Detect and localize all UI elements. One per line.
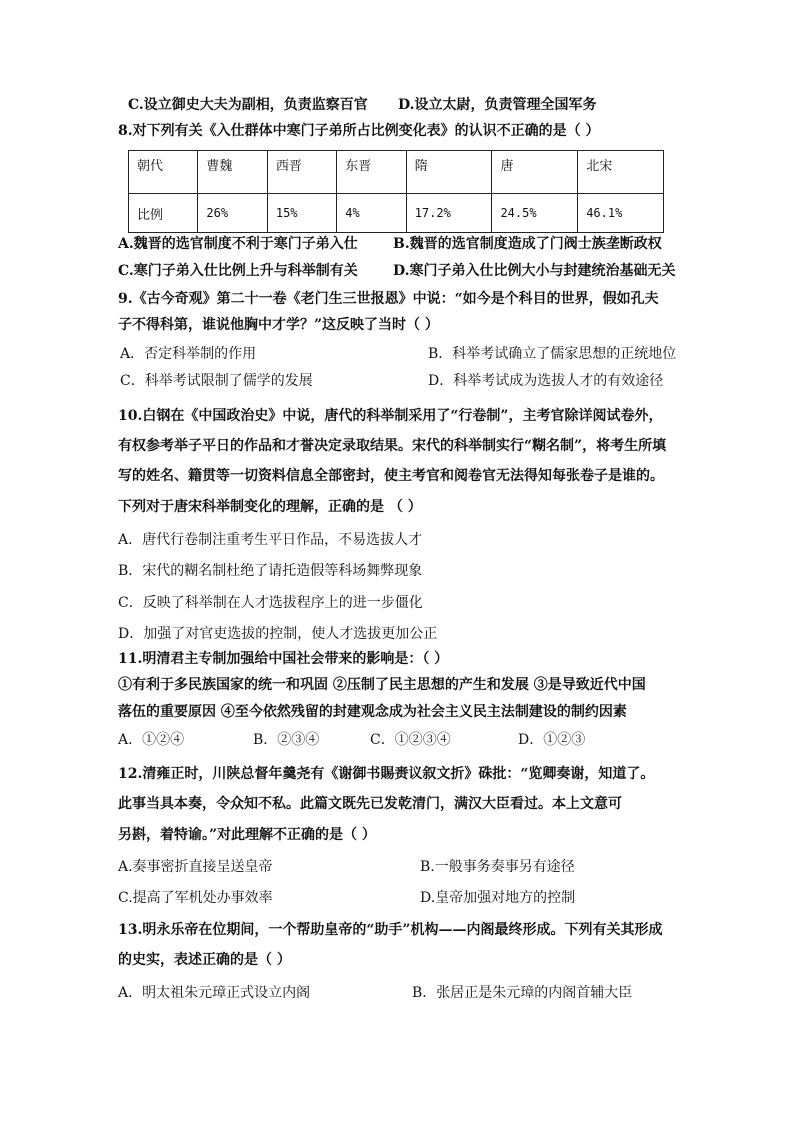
q7-option-d: D.设立太尉，负责管理全国军务 bbox=[398, 97, 597, 113]
q12-stem-line3: 另斟，着特谕。”对此理解不正确的是（ ） bbox=[118, 827, 376, 843]
table-header-cell: 东晋 bbox=[337, 151, 406, 194]
table-cell: 46.1% bbox=[578, 194, 664, 233]
table-cell: 26% bbox=[198, 194, 267, 233]
q9-option-a: A．否定科举制的作用 bbox=[120, 346, 257, 362]
q8-option-d: D.寒门子弟入仕比例大小与封建统治基础无关 bbox=[393, 263, 676, 279]
q11-statements-line1: ①有利于多民族国家的统一和巩固 ②压制了民主思想的产生和发展 ③是导致近代中国 bbox=[118, 677, 646, 693]
q10-stem-line3: 写的姓名、籍贯等一切资料信息全部密封，使主考官和阅卷官无法得知每张卷子是谁的。 bbox=[118, 468, 664, 484]
q11-option-a: A．①②④ bbox=[118, 732, 185, 748]
table-header-cell: 西晋 bbox=[267, 151, 336, 194]
q12-stem-line2: 此事当具本奏，令众知不私。此篇文既先已发乾清门，满汉大臣看过。本上文意可 bbox=[118, 796, 622, 812]
table-cell: 24.5% bbox=[492, 194, 578, 233]
q13-option-b: B．张居正是朱元璋的内阁首辅大臣 bbox=[412, 985, 633, 1001]
q9-stem-line2: 子不得科第，谁说他胸中才学？”这反映了当时（ ） bbox=[118, 317, 439, 333]
table-header-cell: 朝代 bbox=[129, 151, 198, 194]
q8-option-b: B.魏晋的选官制度造成了门阀士族垄断政权 bbox=[393, 236, 662, 252]
table-header-cell: 北宋 bbox=[578, 151, 664, 194]
q10-option-b: B．宋代的糊名制杜绝了请托造假等科场舞弊现象 bbox=[118, 563, 423, 579]
table-cell: 17.2% bbox=[406, 194, 492, 233]
q9-option-d: D．科举考试成为选拔人才的有效途径 bbox=[428, 373, 664, 389]
q12-stem-line1: 12.清雍正时，川陕总督年羹尧有《谢御书賜赉议叙文折》硃批：“览卿奏谢，知道了。 bbox=[118, 766, 655, 782]
q11-option-b: B．②③④ bbox=[253, 732, 320, 748]
table-header-cell: 曹魏 bbox=[198, 151, 267, 194]
q13-stem-line1: 13.明永乐帝在位期间，一个帮助皇帝的“助手”机构——内阁最终形成。下列有关其形成 bbox=[118, 922, 663, 938]
q13-stem-line2: 的史实，表述正确的是（ ） bbox=[118, 952, 291, 968]
q12-option-b: B.一般事务奏事另有途径 bbox=[420, 859, 575, 875]
q11-statements-line2: 落伍的重要原因 ④至今依然残留的封建观念成为社会主义民主法制建设的制约因素 bbox=[118, 704, 627, 720]
q12-option-a: A.奏事密折直接呈送皇帝 bbox=[118, 859, 273, 875]
q8-table bbox=[128, 150, 664, 233]
q10-option-d: D．加强了对官吏选拔的控制，使人才选拔更加公正 bbox=[118, 626, 438, 642]
table-cell: 4% bbox=[337, 194, 406, 233]
table-row-label: 比例 bbox=[129, 194, 198, 233]
table-header-row bbox=[129, 151, 664, 194]
table-row bbox=[129, 194, 664, 233]
q8-option-a: A.魏晋的选官制度不利于寒门子弟入仕 bbox=[118, 236, 358, 252]
q10-stem-line4: 下列对于唐宋科举制变化的理解，正确的是 （ ） bbox=[118, 499, 422, 515]
table-cell: 15% bbox=[267, 194, 336, 233]
q7-option-c: C.设立御史大夫为副相，负责监察百官 bbox=[128, 97, 368, 113]
q11-option-d: D．①②③ bbox=[518, 732, 586, 748]
q10-stem-line1: 10.白钢在《中国政治史》中说，唐代的科举制采用了“行卷制”，主考官除详阅试卷外， bbox=[118, 408, 663, 424]
q10-option-a: A．唐代行卷制注重考生平日作品，不易选拔人才 bbox=[118, 532, 423, 548]
q8-stem: 8.对下列有关《入仕群体中寒门子弟所占比例变化表》的认识不正确的是（ ） bbox=[118, 123, 600, 139]
q9-option-c: C．科举考试限制了儒学的发展 bbox=[120, 373, 313, 389]
q13-option-a: A．明太祖朱元璋正式设立内阁 bbox=[118, 985, 311, 1001]
q11-stem: 11.明清君主专制加强给中国社会带来的影响是：（ ） bbox=[118, 651, 449, 667]
q10-stem-line2: 有权参考举子平日的作品和才誉决定录取结果。宋代的科举制实行“糊名制”，将考生所填 bbox=[118, 438, 667, 454]
q12-option-c: C.提高了军机处办事效率 bbox=[118, 890, 273, 906]
q9-option-b: B．科举考试确立了儒家思想的正统地位 bbox=[428, 346, 677, 362]
q8-option-c: C.寒门子弟入仕比例上升与科举制有关 bbox=[118, 263, 358, 279]
q11-option-c: C．①②③④ bbox=[370, 732, 451, 748]
q12-option-d: D.皇帝加强对地方的控制 bbox=[420, 890, 576, 906]
table-header-cell: 隋 bbox=[406, 151, 492, 194]
q9-stem-line1: 9.《古今奇观》第二十一卷《老门生三世报恩》中说：“如今是个科目的世界，假如孔夫 bbox=[118, 291, 659, 307]
q10-option-c: C．反映了科举制在人才选拔程序上的进一步僵化 bbox=[118, 595, 423, 611]
table-header-cell: 唐 bbox=[492, 151, 578, 194]
